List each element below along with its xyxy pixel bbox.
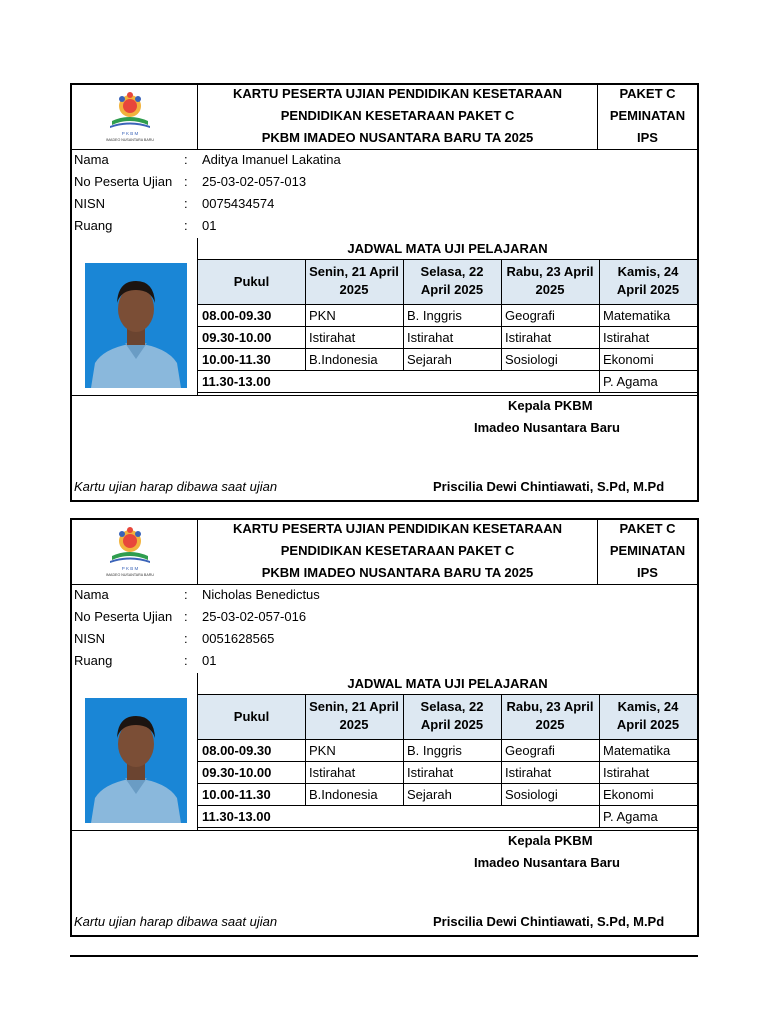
schedule-time: 09.30-10.00 [202, 330, 272, 345]
table-rule [198, 370, 697, 371]
schedule-header-day: April 2025 [616, 717, 680, 732]
table-rule [198, 304, 697, 305]
schedule-subject: Istirahat [505, 765, 552, 780]
signatory-name: Priscilia Dewi Chintiawati, S.Pd, M.Pd [433, 479, 665, 494]
schedule-header-day: 2025 [339, 282, 369, 297]
table-rule [403, 260, 404, 371]
card-institution: PKBM IMADEO NUSANTARA BARU TA 2025 [261, 565, 534, 580]
schedule-title: JADWAL MATA UJI PELAJARAN [347, 241, 548, 256]
table-rule [198, 739, 697, 740]
ruang-label: Ruang [74, 653, 113, 668]
student-photo [85, 263, 187, 388]
colon: : [184, 609, 188, 624]
schedule-header-day: 2025 [339, 717, 369, 732]
table-rule [198, 805, 697, 806]
table-rule [501, 695, 502, 806]
schedule-header-day: Selasa, 22 [420, 264, 484, 279]
ruang-value: 01 [202, 218, 217, 233]
pkbm-logo [100, 524, 160, 580]
table-rule [501, 260, 502, 371]
card-note: Kartu ujian harap dibawa saat ujian [74, 914, 278, 929]
signature-institution: Imadeo Nusantara Baru [474, 855, 620, 870]
svg-text:P K B M: P K B M [121, 566, 139, 571]
table-rule [599, 260, 600, 393]
table-rule [198, 348, 697, 349]
pkbm-logo [100, 89, 160, 145]
schedule-subject: Sosiologi [505, 787, 558, 802]
schedule-header-day: Rabu, 23 April [506, 264, 594, 279]
schedule-time: 11.30-13.00 [202, 374, 271, 389]
jurusan-label: IPS [637, 130, 658, 145]
colon: : [184, 152, 188, 167]
schedule-subject: Matematika [603, 308, 671, 323]
student-photo [85, 698, 187, 823]
colon: : [184, 218, 188, 233]
schedule-subject: Istirahat [603, 765, 650, 780]
table-rule [198, 761, 697, 762]
schedule-subject: Geografi [505, 743, 555, 758]
table-rule [198, 392, 697, 393]
divider [70, 830, 697, 831]
schedule-header-day: April 2025 [420, 717, 484, 732]
svg-text:IMADEO NUSANTARA BARU: IMADEO NUSANTARA BARU [106, 573, 154, 577]
schedule-subject: P. Agama [603, 809, 658, 824]
schedule-header-day: Kamis, 24 [617, 264, 679, 279]
schedule-subject: Geografi [505, 308, 555, 323]
schedule-header-day: Kamis, 24 [617, 699, 679, 714]
schedule-header-day: Selasa, 22 [420, 699, 484, 714]
schedule-subject: PKN [309, 308, 336, 323]
table-rule [403, 695, 404, 806]
svg-text:IMADEO NUSANTARA BARU: IMADEO NUSANTARA BARU [106, 138, 154, 142]
schedule-header-day: Senin, 21 April [309, 699, 399, 714]
card-institution: PKBM IMADEO NUSANTARA BARU TA 2025 [261, 130, 534, 145]
schedule-title: JADWAL MATA UJI PELAJARAN [347, 676, 548, 691]
schedule-subject: Sosiologi [505, 352, 558, 367]
divider [70, 395, 697, 396]
nisn-value: 0051628565 [202, 631, 275, 646]
schedule-subject: B.Indonesia [309, 787, 378, 802]
no-peserta-label: No Peserta Ujian [74, 609, 173, 624]
schedule-subject: Istirahat [407, 765, 454, 780]
nama-value: Aditya Imanuel Lakatina [202, 152, 341, 167]
colon: : [184, 196, 188, 211]
schedule-subject: PKN [309, 743, 336, 758]
ruang-value: 01 [202, 653, 217, 668]
table-rule [599, 695, 600, 828]
schedule-header-day: 2025 [535, 717, 565, 732]
table-rule [305, 695, 306, 806]
schedule-subject: Sejarah [407, 787, 452, 802]
schedule-subject: Ekonomi [603, 352, 654, 367]
table-rule [198, 783, 697, 784]
no-peserta-value: 25-03-02-057-016 [202, 609, 307, 624]
page-divider [70, 955, 698, 957]
schedule-subject: B. Inggris [407, 308, 462, 323]
divider [70, 584, 697, 585]
no-peserta-label: No Peserta Ujian [74, 174, 173, 189]
schedule-header-day: 2025 [535, 282, 565, 297]
schedule-time: 10.00-11.30 [202, 787, 271, 802]
colon: : [184, 174, 188, 189]
schedule-subject: P. Agama [603, 374, 658, 389]
colon: : [184, 587, 188, 602]
schedule-subject: Ekonomi [603, 787, 654, 802]
ruang-label: Ruang [74, 218, 113, 233]
schedule-header-pukul: Pukul [233, 709, 270, 724]
signatory-name: Priscilia Dewi Chintiawati, S.Pd, M.Pd [433, 914, 665, 929]
schedule-time: 08.00-09.30 [202, 743, 272, 758]
schedule-header-day: Rabu, 23 April [506, 699, 594, 714]
card-subtitle: PENDIDIKAN KESETARAAN PAKET C [280, 108, 515, 123]
card-note: Kartu ujian harap dibawa saat ujian [74, 479, 278, 494]
table-rule [305, 260, 306, 371]
card-title: KARTU PESERTA UJIAN PENDIDIKAN KESETARAAN [232, 521, 563, 536]
schedule-subject: Istirahat [309, 765, 356, 780]
exam-card [70, 518, 697, 935]
colon: : [184, 631, 188, 646]
peminatan-label: PEMINATAN [609, 108, 686, 123]
schedule-subject: Istirahat [603, 330, 650, 345]
nisn-label: NISN [74, 196, 106, 211]
signature-role: Kepala PKBM [508, 833, 593, 848]
schedule-time: 10.00-11.30 [202, 352, 271, 367]
peminatan-label: PEMINATAN [609, 543, 686, 558]
jurusan-label: IPS [637, 565, 658, 580]
nisn-value: 0075434574 [202, 196, 275, 211]
schedule-time: 09.30-10.00 [202, 765, 272, 780]
signature-institution: Imadeo Nusantara Baru [474, 420, 620, 435]
schedule-header-day: Senin, 21 April [309, 264, 399, 279]
schedule-header-pukul: Pukul [233, 274, 270, 289]
table-rule [198, 827, 697, 828]
divider [70, 149, 697, 150]
schedule-subject: Istirahat [309, 330, 356, 345]
exam-card [70, 83, 697, 500]
nama-value: Nicholas Benedictus [202, 587, 320, 602]
schedule-subject: Istirahat [407, 330, 454, 345]
paket-label: PAKET C [619, 86, 676, 101]
schedule-header-day: April 2025 [616, 282, 680, 297]
colon: : [184, 653, 188, 668]
table-rule [198, 326, 697, 327]
nama-label: Nama [74, 152, 109, 167]
card-subtitle: PENDIDIKAN KESETARAAN PAKET C [280, 543, 515, 558]
paket-label: PAKET C [619, 521, 676, 536]
schedule-subject: B.Indonesia [309, 352, 378, 367]
schedule-header-day: April 2025 [420, 282, 484, 297]
no-peserta-value: 25-03-02-057-013 [202, 174, 307, 189]
nama-label: Nama [74, 587, 109, 602]
card-title: KARTU PESERTA UJIAN PENDIDIKAN KESETARAAN [232, 86, 563, 101]
nisn-label: NISN [74, 631, 106, 646]
svg-text:P K B M: P K B M [121, 131, 139, 136]
schedule-subject: Sejarah [407, 352, 452, 367]
schedule-subject: Matematika [603, 743, 671, 758]
signature-role: Kepala PKBM [508, 398, 593, 413]
schedule-time: 11.30-13.00 [202, 809, 271, 824]
schedule-subject: Istirahat [505, 330, 552, 345]
schedule-subject: B. Inggris [407, 743, 462, 758]
schedule-time: 08.00-09.30 [202, 308, 272, 323]
